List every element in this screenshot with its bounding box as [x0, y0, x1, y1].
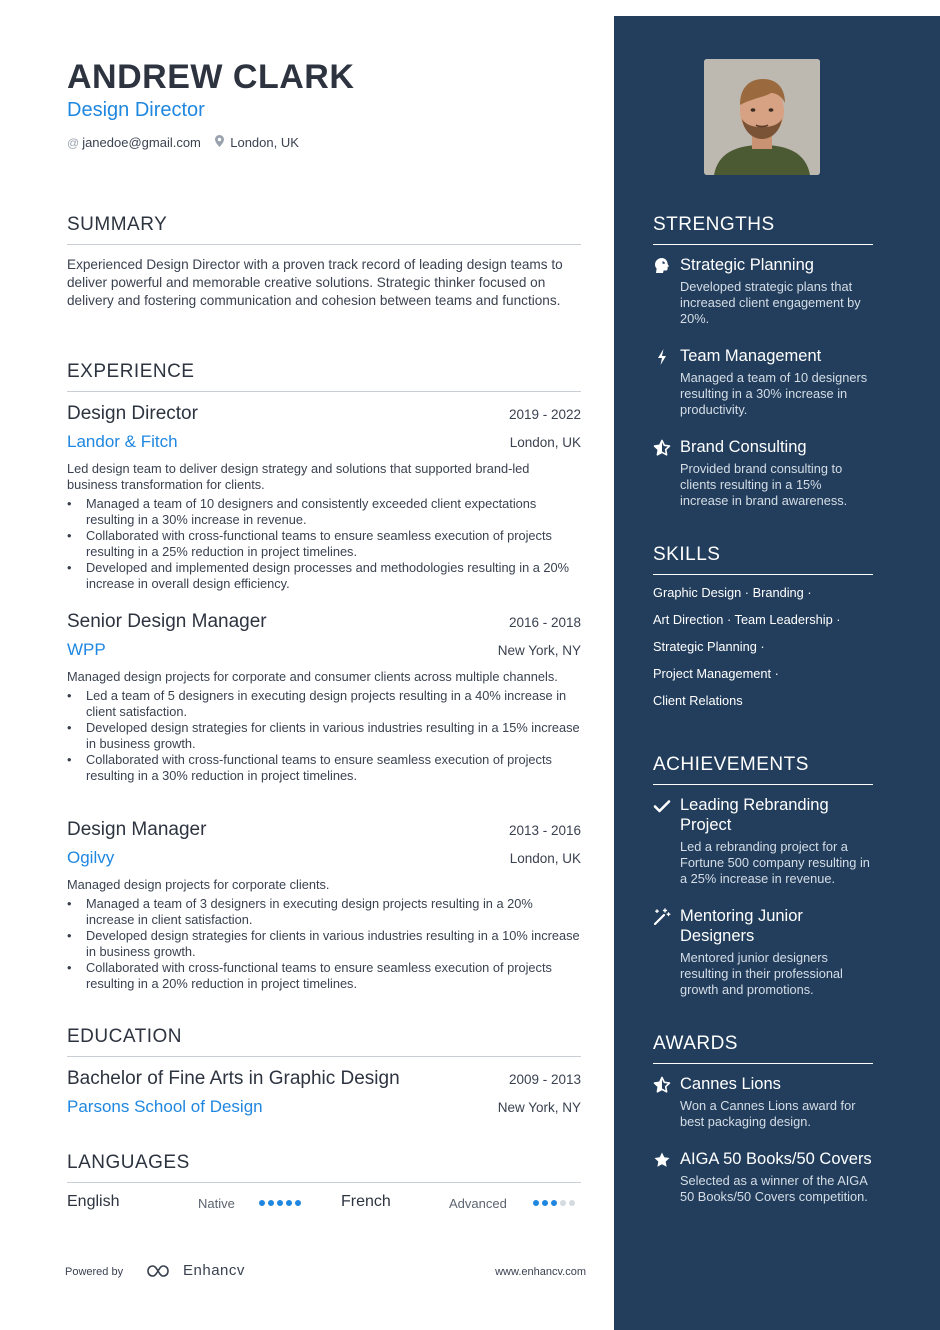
proficiency-dot: [560, 1200, 566, 1206]
job-bullet: • Collaborated with cross-functional teams to ensure seamless execution of projects resulting in a 30% reduction in project timelines.: [67, 752, 581, 784]
strength-text: Managed a team of 10 designers resulting in a 30% increase in productivity.: [680, 370, 868, 417]
skills-list: [653, 585, 883, 720]
awards-heading: AWARDS: [653, 1033, 873, 1064]
job-bullet: • Managed a team of 3 designers in executing design projects resulting in a 20% increase in client satisfaction.: [67, 896, 581, 928]
skill-line: Project Management ·: [653, 666, 779, 681]
education-heading: EDUCATION: [67, 1026, 581, 1057]
job-bullets: [67, 496, 581, 592]
education-dates: 2009 - 2013: [508, 1072, 581, 1087]
summary-text: Experienced Design Director with a proven track record of leading design teams to deliver powerful and memorable creative solutions. Strategic thinker focused on delivery and fostering communication and cohesion between teams and functions.: [67, 257, 563, 308]
proficiency-dot: [268, 1200, 274, 1206]
candidate-title: Design Director: [67, 99, 205, 121]
candidate-name: ANDREW CLARK: [67, 58, 355, 96]
job-dates: 2013 - 2016: [508, 823, 581, 838]
school-name: Parsons School of Design: [67, 1097, 263, 1116]
achievements-heading: ACHIEVEMENTS: [653, 754, 873, 785]
magic-wand-icon: [653, 908, 671, 926]
school-location: New York, NY: [497, 1100, 581, 1115]
at-icon: @: [67, 136, 80, 150]
job-entry: [67, 819, 581, 992]
lightning-icon: [653, 348, 671, 366]
job-bullets: [67, 896, 581, 992]
enhancv-logo[interactable]: [145, 1262, 245, 1279]
language-level: Advanced: [449, 1196, 507, 1211]
star-half-icon: [653, 1076, 671, 1094]
proficiency-dot: [542, 1200, 548, 1206]
job-company: Ogilvy: [67, 848, 115, 867]
summary-heading: SUMMARY: [67, 214, 581, 245]
language-item: [67, 1193, 119, 1211]
job-dates: 2019 - 2022: [508, 407, 581, 422]
achievement-text: Led a rebranding project for a Fortune 500 company resulting in a 25% increase in revenue.: [680, 839, 870, 886]
award-text: Won a Cannes Lions award for best packaging design.: [680, 1098, 856, 1129]
experience-heading: EXPERIENCE: [67, 361, 581, 392]
strength-title: Strategic Planning: [680, 256, 814, 274]
job-description: Managed design projects for corporate clients.: [67, 877, 330, 892]
job-company: WPP: [67, 640, 106, 659]
award-title: Cannes Lions: [680, 1075, 781, 1093]
job-company: Landor & Fitch: [67, 432, 178, 451]
job-title: Senior Design Manager: [67, 611, 267, 632]
location-text: London, UK: [230, 135, 299, 150]
job-bullet: • Collaborated with cross-functional teams to ensure seamless execution of projects resulting in a 25% reduction in project timelines.: [67, 528, 581, 560]
language-name: French: [341, 1193, 391, 1210]
star-half-icon: [653, 439, 671, 457]
job-entry: [67, 611, 581, 784]
award-item: [653, 1074, 873, 1130]
job-location: London, UK: [509, 851, 581, 866]
footer: [65, 1264, 586, 1282]
languages-list: [67, 1193, 581, 1215]
skills-heading: SKILLS: [653, 544, 873, 575]
strength-item: [653, 255, 873, 327]
sidebar: [614, 16, 940, 1330]
degree-title: Bachelor of Fine Arts in Graphic Design: [67, 1068, 400, 1089]
job-bullet: • Developed design strategies for clients in various industries resulting in a 10% increase in business growth.: [67, 928, 581, 960]
language-level: Native: [198, 1196, 235, 1211]
languages-heading: LANGUAGES: [67, 1152, 581, 1183]
location-contact: [215, 135, 299, 150]
proficiency-dot: [569, 1200, 575, 1206]
strength-title: Team Management: [680, 347, 822, 365]
proficiency-dot: [259, 1200, 265, 1206]
job-bullet: • Developed and implemented design processes and methodologies resulting in a 20% increase in overall design efficiency.: [67, 560, 581, 592]
award-title: AIGA 50 Books/50 Covers: [680, 1150, 872, 1168]
job-description: Led design team to deliver design strategy and solutions that supported brand-led business transformation for clients.: [67, 461, 530, 492]
proficiency-dot: [551, 1200, 557, 1206]
skill-line: Strategic Planning ·: [653, 639, 765, 654]
job-description: Managed design projects for corporate and consumer clients across multiple channels.: [67, 669, 558, 684]
email-contact[interactable]: [67, 135, 201, 150]
strengths-heading: STRENGTHS: [653, 214, 873, 245]
footer-url[interactable]: www.enhancv.com: [495, 1266, 586, 1278]
proficiency-dot: [295, 1200, 301, 1206]
skill-line: Graphic Design · Branding ·: [653, 585, 812, 600]
achievement-text: Mentored junior designers resulting in their professional growth and promotions.: [680, 950, 843, 997]
language-item: [341, 1193, 391, 1211]
strength-item: [653, 346, 873, 418]
check-icon: [653, 797, 671, 815]
achievement-item: [653, 906, 873, 998]
proficiency-dot: [533, 1200, 539, 1206]
job-bullets: [67, 688, 581, 784]
language-proficiency-dots: [533, 1200, 575, 1206]
language-name: English: [67, 1193, 120, 1210]
proficiency-dot: [277, 1200, 283, 1206]
strength-text: Developed strategic plans that increased client engagement by 20%.: [680, 279, 861, 326]
job-location: London, UK: [509, 435, 581, 450]
proficiency-dot: [286, 1200, 292, 1206]
strength-text: Provided brand consulting to clients resulting in a 15% increase in brand awareness.: [680, 461, 848, 508]
achievement-title: Leading Rebranding Project: [680, 796, 829, 834]
education-entry: [67, 1068, 581, 1117]
job-bullet: • Collaborated with cross-functional teams to ensure seamless execution of projects resulting in a 20% reduction in project timelines.: [67, 960, 581, 992]
skill-line: Client Relations: [653, 693, 743, 708]
job-bullet: • Developed design strategies for clients in various industries resulting in a 15% increase in business growth.: [67, 720, 581, 752]
achievement-title: Mentoring Junior Designers: [680, 907, 803, 945]
job-location: New York, NY: [497, 643, 581, 658]
job-title: Design Manager: [67, 819, 207, 840]
profile-photo: [704, 59, 820, 175]
job-bullet: • Led a team of 5 designers in executing design projects resulting in a 40% increase in client satisfaction.: [67, 688, 581, 720]
location-pin-icon: [215, 136, 227, 150]
enhancv-logo-icon: [145, 1263, 177, 1279]
skill-line: Art Direction · Team Leadership ·: [653, 612, 841, 627]
star-icon: [653, 1151, 671, 1169]
contact-info: [67, 135, 299, 150]
job-entry: [67, 403, 581, 592]
powered-by-label: Powered by: [65, 1266, 124, 1278]
job-title: Design Director: [67, 403, 198, 424]
language-proficiency-dots: [259, 1200, 301, 1206]
enhancv-brand: Enhancv: [183, 1262, 245, 1279]
brain-icon: [653, 257, 671, 275]
strength-item: [653, 437, 873, 509]
job-bullet: • Managed a team of 10 designers and consistently exceeded client expectations resulting in a 30% increase in revenue.: [67, 496, 581, 528]
job-dates: 2016 - 2018: [508, 615, 581, 630]
achievement-item: [653, 795, 873, 887]
email-text: janedoe@gmail.com: [82, 135, 201, 150]
award-text: Selected as a winner of the AIGA 50 Books/50 Covers competition.: [680, 1173, 868, 1204]
award-item: [653, 1149, 873, 1205]
strength-title: Brand Consulting: [680, 438, 807, 456]
